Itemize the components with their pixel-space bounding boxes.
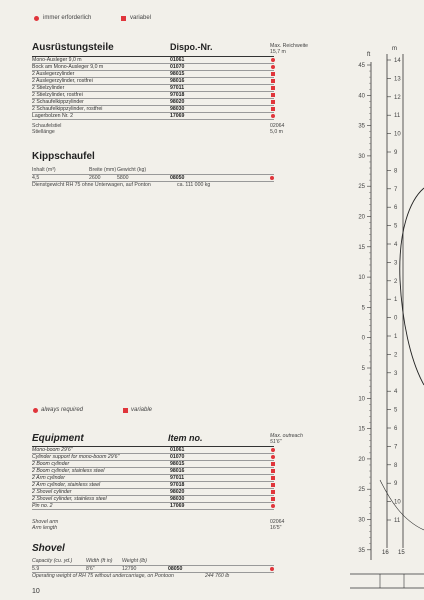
variable-square-icon	[271, 72, 275, 76]
de-shovel-weight: 5800	[117, 175, 129, 181]
ft-tick-label: 25	[358, 184, 365, 191]
de-row-name: Bock am Mono-Ausleger 9,0 m	[32, 64, 104, 70]
de-table-row	[32, 64, 274, 71]
m-tick-label: 14	[394, 58, 401, 64]
variable-square-icon	[271, 490, 275, 494]
en-row-code: 98015	[170, 461, 185, 467]
legend-always-de: immer erforderlich	[43, 15, 92, 21]
en-table-row	[32, 447, 274, 454]
required-dot-icon	[271, 504, 275, 508]
en-shovel-rule	[32, 565, 274, 566]
en-shovel-h-weight: Weight (lb)	[122, 558, 147, 564]
required-dot-icon	[271, 448, 275, 452]
de-table-row	[32, 92, 274, 99]
en-row-name: 2 Shovel cylinder, stainless steel	[32, 496, 107, 502]
en-row-code: 97011	[170, 475, 185, 481]
variable-square-icon	[271, 469, 275, 473]
en-shovel-weight: 12790	[122, 566, 137, 572]
de-col-reach: Max. Reichweite	[270, 43, 309, 49]
de-row-name: 2 Stielzylinder, rostfrei	[32, 92, 83, 98]
bottom-m-15: 15	[398, 550, 405, 556]
de-shovel-h-weight: Gewicht (kg)	[117, 167, 147, 173]
de-stick-len: 5,0 m	[270, 129, 283, 135]
de-row-code: 97011	[170, 85, 185, 91]
de-reach-value: 15,7 m	[270, 49, 286, 55]
de-row-name: 2 Stielzylinder	[32, 85, 65, 91]
de-op-weight-text: Dienstgewicht RH 75 ohne Unterwagen, auf Ponton	[32, 182, 151, 188]
legend-variable-de: variabel	[130, 15, 152, 21]
en-row-name: Cylinder support for mono-boom 29'6"	[32, 454, 120, 460]
m-tick-label: 11	[394, 518, 401, 524]
de-shovel-h-cap: Inhalt (m³)	[32, 167, 56, 173]
legend-dot-icon-en	[33, 408, 38, 413]
en-table-row	[32, 482, 274, 489]
m-tick-label: 5	[394, 223, 398, 230]
legend-always-en: always required	[41, 407, 84, 413]
de-shovel-code: 08050	[170, 175, 185, 181]
ft-tick-label: 20	[358, 456, 365, 463]
m-tick-label: 3	[394, 260, 398, 267]
de-table-row	[32, 113, 274, 120]
de-table-row	[32, 57, 274, 64]
en-row-name: 2 Arm cylinder	[32, 475, 65, 481]
en-shovel-cap: 5.9	[32, 566, 40, 572]
m-ticks	[387, 58, 401, 524]
en-row-name: 2 Arm cylinder, stainless steel	[32, 482, 101, 488]
de-table-row	[32, 71, 274, 78]
en-table-row	[32, 489, 274, 496]
en-op-weight-value: 244 760 lb	[205, 573, 230, 579]
en-title: Equipment	[32, 433, 84, 444]
ft-tick-label: 30	[358, 517, 365, 524]
de-table-row	[32, 78, 274, 85]
m-tick-label: 2	[394, 278, 398, 285]
de-shovel-dot-icon	[270, 176, 274, 180]
de-row-code: 98030	[170, 106, 185, 112]
m-tick-label: 9	[394, 150, 398, 156]
variable-square-icon	[271, 476, 275, 480]
de-table-row	[32, 106, 274, 113]
required-dot-icon	[271, 65, 275, 69]
de-row-code: 98015	[170, 71, 185, 77]
de-row-code: 01070	[170, 64, 185, 70]
legend-square-icon-en	[123, 408, 128, 413]
variable-square-icon	[271, 107, 275, 111]
en-stick-code: 02064	[270, 519, 285, 525]
de-table-row	[32, 99, 274, 106]
m-tick-label: 9	[394, 481, 398, 488]
ft-unit-label: ft	[367, 52, 371, 58]
de-stick-len-label: Stiellänge	[32, 129, 55, 135]
m-tick-label: 3	[394, 370, 398, 377]
de-col-item: Dispo.-Nr.	[170, 42, 213, 52]
m-tick-label: 6	[394, 426, 398, 432]
variable-square-icon	[271, 86, 275, 90]
en-stick-label: Shovel arm	[32, 519, 59, 525]
ft-tick-label: 25	[358, 487, 365, 494]
en-table-row	[32, 461, 274, 468]
m-tick-label: 7	[394, 186, 398, 193]
ft-tick-label: 10	[358, 275, 365, 282]
de-row-name: Mono-Ausleger 9,0 m	[32, 57, 82, 63]
ft-tick-label: 5	[361, 366, 365, 372]
ft-tick-label: 10	[358, 396, 365, 403]
en-row-code: 01070	[170, 454, 185, 460]
de-op-weight-value: ca. 111 000 kg	[177, 182, 211, 188]
variable-square-icon	[271, 497, 275, 501]
en-shovel-dot-icon	[270, 567, 274, 571]
m-tick-label: 2	[394, 352, 398, 359]
variable-square-icon	[271, 462, 275, 466]
bottom-m-16: 16	[382, 550, 389, 556]
m-tick-label: 11	[394, 113, 401, 120]
en-op-weight-text: Operating weight of RH 75 without undercarriage, on Pontoon	[32, 573, 174, 579]
en-row-name: 2 Boom cylinder, stainless steel	[32, 468, 105, 474]
required-dot-icon	[271, 455, 275, 459]
de-stick-code: 02064	[270, 123, 285, 129]
reach-arc	[400, 188, 424, 385]
de-row-name: 2 Schaufelkippzylinder	[32, 99, 84, 105]
legend-variable-en: variable	[131, 407, 153, 413]
ft-tick-label: 30	[358, 153, 365, 160]
m-tick-label: 10	[394, 131, 401, 138]
en-table-row	[32, 468, 274, 475]
de-shovel-width: 2600	[89, 175, 101, 181]
m-unit-label: m	[392, 46, 397, 52]
de-row-code: 97018	[170, 92, 185, 98]
m-tick-label: 7	[394, 444, 398, 451]
en-shovel-code: 08050	[168, 566, 183, 572]
legend-dot-icon	[34, 16, 39, 21]
ft-tick-label: 15	[358, 244, 365, 251]
ft-tick-label: 15	[358, 426, 365, 433]
m-tick-label: 5	[394, 407, 398, 414]
de-title: Ausrüstungsteile	[32, 42, 114, 53]
page-number: 10	[32, 588, 40, 595]
ft-tick-label: 20	[358, 214, 365, 221]
en-shovel-width: 8'6"	[86, 566, 95, 572]
m-tick-label: 1	[394, 334, 398, 340]
de-row-name: 2 Auslegerzylinder	[32, 71, 75, 77]
en-row-code: 17069	[170, 503, 185, 509]
m-tick-label: 1	[394, 297, 398, 304]
en-table-row	[32, 454, 274, 461]
en-stick-len: 16'5"	[270, 525, 282, 531]
de-stick-label: Schaufelstiel	[32, 123, 62, 129]
de-row-code: 17069	[170, 113, 185, 119]
de-table-row	[32, 85, 274, 92]
m-tick-label: 4	[394, 242, 398, 248]
m-tick-label: 12	[394, 94, 401, 101]
required-dot-icon	[271, 58, 275, 62]
en-row-name: Mono-boom 29'6"	[32, 447, 73, 453]
en-shovel-title: Shovel	[32, 543, 65, 554]
variable-square-icon	[271, 79, 275, 83]
variable-square-icon	[271, 483, 275, 487]
ft-tick-label: 45	[358, 63, 365, 69]
en-table-row	[32, 496, 274, 503]
en-row-code: 98030	[170, 496, 185, 502]
m-tick-label: 8	[394, 462, 398, 469]
en-table-row	[32, 475, 274, 482]
ft-tick-label: 5	[361, 305, 365, 312]
en-row-name: 2 Boom cylinder	[32, 461, 70, 467]
de-shovel-title: Kippschaufel	[32, 151, 95, 162]
ft-tick-label: 35	[358, 547, 365, 554]
de-row-code: 01061	[170, 57, 185, 63]
en-row-code: 97018	[170, 482, 185, 488]
en-row-code: 98020	[170, 489, 185, 495]
working-range-diagram	[340, 40, 424, 600]
m-tick-label: 4	[394, 389, 398, 396]
m-tick-label: 8	[394, 168, 398, 175]
en-row-code: 01061	[170, 447, 185, 453]
variable-square-icon	[271, 100, 275, 104]
de-shovel-rule	[32, 174, 274, 175]
m-tick-label: 6	[394, 205, 398, 212]
de-row-name: Lagerbolzen Nr. 2	[32, 113, 73, 119]
de-shovel-h-width: Breite (mm)	[89, 167, 117, 173]
en-reach-value: 51'6"	[270, 439, 282, 445]
de-shovel-cap: 4,5	[32, 175, 40, 181]
en-stick-len-label: Arm length	[32, 525, 58, 531]
de-row-name: 2 Auslegerzylinder, rostfrei	[32, 78, 93, 84]
en-col-item: Item no.	[168, 433, 203, 443]
ft-ticks	[358, 63, 371, 554]
en-row-name: 2 Shovel cylinder	[32, 489, 72, 495]
m-tick-label: 0	[394, 315, 398, 322]
variable-square-icon	[271, 93, 275, 97]
en-shovel-h-width: Width (ft in)	[86, 558, 113, 564]
ft-tick-label: 35	[358, 123, 365, 130]
ft-tick-label: 0	[361, 335, 365, 342]
en-row-code: 98016	[170, 468, 185, 474]
de-row-code: 98016	[170, 78, 185, 84]
en-shovel-h-cap: Capacity (cu. yd.)	[32, 558, 73, 564]
required-dot-icon	[271, 114, 275, 118]
en-table-row	[32, 503, 274, 510]
en-col-reach: Max. outreach	[270, 433, 303, 439]
en-row-name: Pin no. 2	[32, 503, 53, 509]
de-row-code: 98020	[170, 99, 185, 105]
legend-square-icon	[121, 16, 126, 21]
m-tick-label: 13	[394, 76, 401, 83]
ft-tick-label: 40	[358, 93, 365, 100]
m-tick-label: 10	[394, 499, 401, 506]
de-row-name: 2 Schaufelkippzylinder, rostfrei	[32, 106, 103, 112]
